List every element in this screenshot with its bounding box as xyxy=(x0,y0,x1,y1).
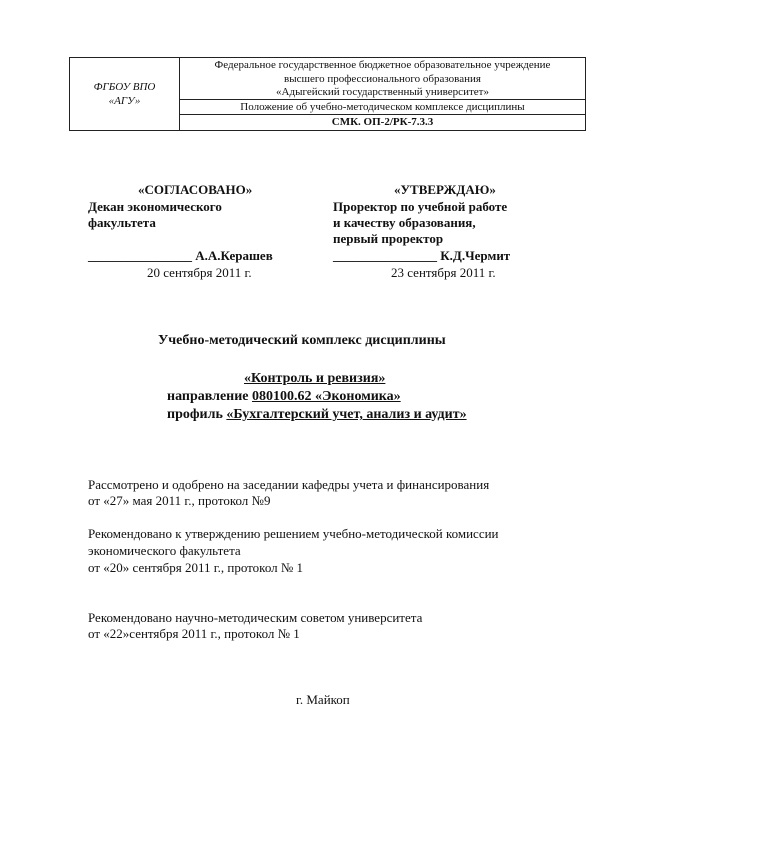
approved-date: 23 сентября 2011 г. xyxy=(391,265,496,280)
note2-line3: от «20» сентября 2011 г., протокол № 1 xyxy=(88,560,304,575)
note2-line2: экономического факультета xyxy=(88,543,241,558)
approved-heading: «УТВЕРЖДАЮ» xyxy=(394,182,496,197)
direction-label: направление xyxy=(167,389,253,404)
header-abbr-line1: ФГБОУ ВПО xyxy=(93,81,156,93)
header-right xyxy=(180,58,585,130)
header-org-name xyxy=(180,58,585,100)
profile-line xyxy=(167,406,467,423)
profile-label: профиль xyxy=(167,407,227,422)
header-table xyxy=(69,57,586,131)
header-org-line1: Федеральное государственное бюджетное образовательное учреждение xyxy=(214,59,551,71)
agreed-heading: «СОГЛАСОВАНО» xyxy=(138,182,253,197)
agreed-role-line2: факультета xyxy=(88,215,156,230)
discipline-name: «Контроль и ревизия» xyxy=(244,371,386,386)
agreed-date: 20 сентября 2011 г. xyxy=(147,265,252,280)
note3-line2: от «22»сентября 2011 г., протокол № 1 xyxy=(88,626,300,641)
header-org-line3: «Адыгейский государственный университет» xyxy=(276,86,489,98)
agreed-signature: ________________ А.А.Керашев xyxy=(88,248,273,263)
note3-line1: Рекомендовано научно-методическим советом университета xyxy=(88,610,423,625)
header-org-abbr xyxy=(70,58,180,130)
header-doc-title: Положение об учебно-методическом комплексе дисциплины xyxy=(180,100,585,115)
header-org-line2: высшего профессионального образования xyxy=(284,72,481,85)
approved-role-line1: Проректор по учебной работе xyxy=(333,199,508,214)
header-doc-code: СМК. ОП-2/РК-7.3.3 xyxy=(331,116,434,128)
note1-line2: от «27» мая 2011 г., протокол №9 xyxy=(88,493,271,508)
note1-line1: Рассмотрено и одобрено на заседании кафедры учета и финансирования xyxy=(88,477,490,492)
approved-role-line3: первый проректор xyxy=(333,231,444,246)
direction-value: 080100.62 «Экономика» xyxy=(252,389,401,404)
header-abbr-line2: «АГУ» xyxy=(108,95,141,107)
approved-signature: ________________ К.Д.Чермит xyxy=(333,248,511,263)
note2-line1: Рекомендовано к утверждению решением учебно-методической комиссии xyxy=(88,526,499,541)
city: г. Майкоп xyxy=(296,692,350,707)
umk-title: Учебно-методический комплекс дисциплины xyxy=(158,333,446,348)
agreed-role-line1: Декан экономического xyxy=(88,199,222,214)
approved-role-line2: и качеству образования, xyxy=(333,215,476,230)
profile-value: «Бухгалтерский учет, анализ и аудит» xyxy=(226,407,467,422)
direction-line xyxy=(167,388,401,405)
